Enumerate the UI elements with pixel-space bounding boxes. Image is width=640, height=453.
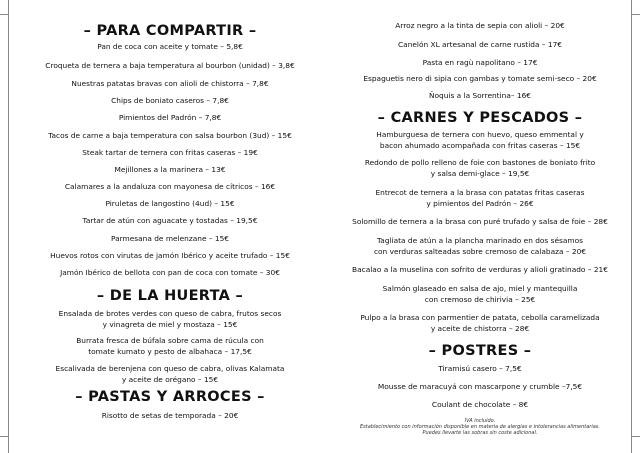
menu-item: Piruletas de langostino (4ud) – 15€ bbox=[105, 199, 235, 208]
menu-item: Tagliata de atún a la plancha marinado en dos sésamos con verduras salteadas sobre cremoso de calabaza – 20€ bbox=[373, 236, 587, 256]
menu-item: Pasta en ragù napolitano – 17€ bbox=[422, 58, 538, 67]
menu-item: Risotto de setas de temporada – 20€ bbox=[101, 411, 239, 420]
menu-item: Tiramisú casero – 7,5€ bbox=[438, 364, 522, 373]
section-heading-para-compartir: – PARA COMPARTIR – bbox=[83, 23, 257, 39]
fold-mark-bottom-left bbox=[0, 436, 8, 437]
menu-item: Pan de coca con aceite y tomate – 5,8€ bbox=[97, 42, 243, 51]
menu-item: Tacos de carne a baja temperatura con salsa bourbon (3ud) – 15€ bbox=[48, 131, 292, 140]
page-border-left bbox=[8, 0, 9, 453]
menu-item: Canelón XL artesanal de carne rustida – 17€ bbox=[398, 40, 562, 49]
fold-mark-top-left bbox=[0, 14, 8, 15]
section-heading-carnes-y-pescados: – CARNES Y PESCADOS – bbox=[377, 110, 583, 126]
menu-item: Burrata fresca de búfala sobre cama de rúcula con tomate kumato y pesto de albahaca – 17,5€ bbox=[76, 336, 264, 356]
menu-item: Hamburguesa de ternera con huevo, queso emmental y bacon ahumado acompañada con fritas caseras – 15€ bbox=[376, 130, 584, 150]
menu-item: Pimientos del Padrón – 7,8€ bbox=[118, 113, 222, 122]
menu-item: Espaguetis nero di sipia con gambas y tomate semi-seco – 20€ bbox=[363, 74, 597, 83]
section-heading-pastas-y-arroces: – PASTAS Y ARROCES – bbox=[75, 389, 265, 405]
menu-item: Chips de boniato caseros – 7,8€ bbox=[111, 96, 229, 105]
page-border-right bbox=[631, 0, 632, 453]
menu-item: Mousse de maracuyá con mascarpone y crumble –7,5€ bbox=[377, 382, 583, 391]
menu-item: Arroz negro a la tinta de sepia con alioli – 20€ bbox=[395, 21, 565, 30]
menu-item: Parmesana de melenzane – 15€ bbox=[110, 234, 229, 243]
menu-item: Calamares a la andaluza con mayonesa de cítricos – 16€ bbox=[64, 182, 276, 191]
menu-item: Tartar de atún con aguacate y tostadas – 19,5€ bbox=[82, 216, 258, 225]
menu-item: Steak tartar de ternera con fritas caseras – 19€ bbox=[82, 148, 258, 157]
fold-mark-top-right bbox=[632, 14, 640, 15]
menu-item: Bacalao a la muselina con sofrito de verduras y alioli gratinado – 21€ bbox=[352, 265, 608, 274]
menu-item: Entrecot de ternera a la brasa con patatas fritas caseras y pimientos del Padrón – 26€ bbox=[375, 188, 585, 208]
menu-item: Croqueta de ternera a baja temperatura al bourbon (unidad) – 3,8€ bbox=[45, 61, 295, 70]
menu-item: Pulpo a la brasa con parmentier de patata, cebolla caramelizada y aceite de chistorra – 28€ bbox=[360, 313, 600, 333]
menu-item: Redondo de pollo relleno de foie con bastones de boniato frito y salsa demi-glace – 19,5€ bbox=[364, 158, 596, 178]
section-heading-de-la-huerta: – DE LA HUERTA – bbox=[96, 288, 244, 304]
menu-item: Ensalada de brotes verdes con queso de cabra, frutos secos y vinagreta de miel y mostaza – 15€ bbox=[58, 309, 282, 329]
menu-item: Escalivada de berenjena con queso de cabra, olivas Kalamata y aceite de orégano – 15€ bbox=[55, 364, 285, 384]
section-heading-postres: – POSTRES – bbox=[428, 343, 532, 359]
menu-item: Mejillones a la marinera – 13€ bbox=[114, 165, 226, 174]
fold-mark-bottom-right bbox=[632, 436, 640, 437]
footer-note: IVA incluido. Establecimiento con información disponible en materia de alergias e intolerancias alimentarias. Puedes llevarte las sobras sin coste adicional. bbox=[360, 418, 600, 436]
menu-item: Jamón Ibérico de bellota con pan de coca con tomate – 30€ bbox=[60, 268, 280, 277]
menu-item: Ñoquis a la Sorrentina– 16€ bbox=[428, 91, 532, 100]
menu-item: Coulant de chocolate – 8€ bbox=[431, 400, 529, 409]
menu-item: Huevos rotos con virutas de jamón Ibérico y aceite trufado – 15€ bbox=[50, 251, 290, 260]
menu-item: Solomillo de ternera a la brasa con puré trufado y salsa de foie – 28€ bbox=[352, 217, 608, 226]
menu-item: Nuestras patatas bravas con alioli de chistorra – 7,8€ bbox=[71, 79, 269, 88]
menu-item: Salmón glaseado en salsa de ajo, miel y mantequilla con cremoso de chirivia – 25€ bbox=[382, 284, 578, 304]
